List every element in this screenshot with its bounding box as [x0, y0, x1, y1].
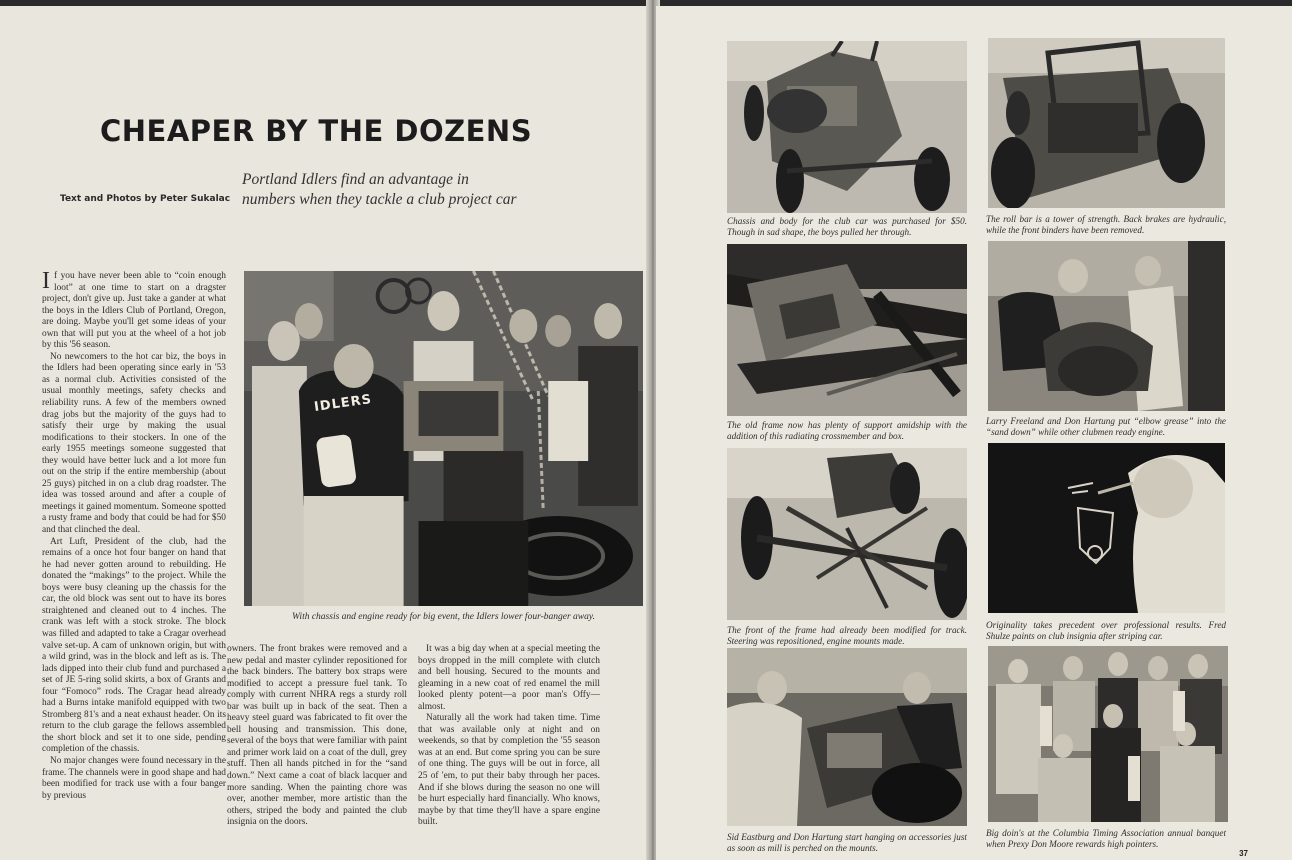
caption-insignia: Originality takes precedent over professional results. Fred Shulze paints on club insignia after striping car. — [986, 620, 1226, 641]
body-column-3 — [418, 644, 600, 829]
caption-chassis: Chassis and body for the club car was purchased for $50. Though in sad shape, the boys pulled her through. — [727, 216, 967, 237]
caption-accessories: Sid Eastburg and Don Hartung start hanging on accessories just as soon as mill is perched on the mounts. — [727, 832, 967, 853]
article-byline: Text and Photos by Peter Sukalac — [60, 194, 231, 204]
photo-frame-crossmember — [727, 244, 967, 416]
paragraph: If you have never been able to “coin enough loot” at one time to start on a dragster project, don't give up. Just take a gander at what the boys in the Idlers Club of Portland, Oregon, are doing. Maybe you'll get some ideas of your own that will put you at the wheel of a hot job by this '56 season. — [42, 271, 226, 351]
right-page — [656, 6, 1292, 860]
paragraph: It was a big day when at a special meeting the boys dropped in the mill complete with clutch and bell housing. Secured to the mounts and gleaming in a new coat of red enamel the mill looked plenty potent—a poor man's Offy—almost. — [418, 644, 600, 712]
paragraph: owners. The front brakes were removed and a new pedal and master cylinder repositioned for the back binders. The battery box straps were modified to accept a pressure fuel tank. To comply with current NHRA regs a sturdy roll bar was built up in back of the seat. Then a heavy steel guard was fabricated to fit over the bell housing and transmission. This done, several of the boys that were familiar with paint and primer work laid on a coat of the dull, grey stuff. Then all hands pitched in for the “sand down.” Next came a coat of black lacquer and more sanding. When the painting chore was over, another member, more artistic than the others, striped the body and painted the club insignia on the doors. — [227, 644, 407, 828]
body-column-1 — [42, 271, 226, 860]
article-headline: CHEAPER BY THE DOZENS — [100, 114, 533, 148]
drop-cap: I — [42, 271, 50, 294]
paragraph: Art Luft, President of the club, had the remains of a once hot four banger on hand that he had never gotten around to rebuilding. He donated the “makings” to the project. While the boys were busy cleaning up the chassis for the car, the old block was sent out to have its bores straightened and cleaned out to 4 inches. The crank was left with a stock stroke. The block was filled and adapted to take a Cragar overhead valve set-up. A cam of unknown origin, but with a wild grind, was in the block and left as is. The lads dipped into their club fund and purchased a set of JE 5-ring solid skirts, a box of Grants and four “Fomoco” rods. The Cragar head already had a Burns intake manifold equipped with two Stromberg 81's and a neat exhaust header. On its return to the club garage the fellows assembled the short block and set it to one side, pending completion of the chassis. — [42, 536, 226, 755]
photo-accessories — [727, 648, 967, 826]
photo-chassis-body — [727, 41, 967, 213]
caption-frame-front: The front of the frame had already been modified for track. Steering was repositioned, engine mounts made. — [727, 625, 967, 646]
article-deck: Portland Idlers find an advantage in numbers when they tackle a club project car — [242, 171, 517, 208]
caption-roll-bar: The roll bar is a tower of strength. Back brakes are hydraulic, while the front binders have been removed. — [986, 214, 1226, 235]
left-page — [0, 6, 652, 860]
photo-sand-down — [988, 241, 1225, 411]
photo-frame-front — [727, 448, 967, 620]
caption-sand-down: Larry Freeland and Don Hartung put “elbow grease” into the “sand down” while other clubmen ready engine. — [986, 416, 1226, 437]
paragraph: No newcomers to the hot car biz, the boys in the Idlers had been operating since early in '53 as a normal club. Activities consisted of the usual monthly meetings, safety checks and reliability runs. A few of the members owned drag jobs but the majority of the guys had to satisfy their urge by making the usual modifications to their stockers. In one of the early 1955 meetings someone suggested that they would have better luck and a lot more fun out on the strip if the entire membership (about 25 guys) pitched in on a club drag roadster. The idea was tossed around and after a couple of meetings it gained momentum. Someone spotted a rusty frame and body that could be had for $50 and that clinched the deal. — [42, 351, 226, 536]
caption-banquet: Big doin's at the Columbia Timing Association annual banquet when Prexy Don Moore rewards high pointers. — [986, 828, 1226, 849]
main-photo-caption: With chassis and engine ready for big event, the Idlers lower four-banger away. — [292, 612, 595, 622]
photo-club-insignia — [988, 443, 1225, 613]
paragraph: Naturally all the work had taken time. Time that was available only at night and on weekends, so that by completion the '55 season was at an end. But come spring you can be sure of one thing. The guys will be out in force, all 25 of 'em, to put their baby through her paces. And if she blows during the season no one will be hurt especially hard financially. Who knows, maybe by that time they'll have a spare engine built. — [418, 713, 600, 828]
body-column-2 — [227, 644, 407, 829]
photo-banquet — [988, 646, 1228, 822]
page-number: 37 — [1239, 849, 1248, 858]
main-photo-engine-lowering — [244, 271, 643, 606]
caption-frame: The old frame now has plenty of support amidship with the addition of this radiating crossmember and box. — [727, 420, 967, 441]
photo-roll-bar — [988, 38, 1225, 208]
paragraph: No major changes were found necessary in the frame. The channels were in good shape and had been modified for track use with a four banger by previous — [42, 755, 226, 801]
jacket-lettering: IDLERS — [313, 392, 373, 415]
